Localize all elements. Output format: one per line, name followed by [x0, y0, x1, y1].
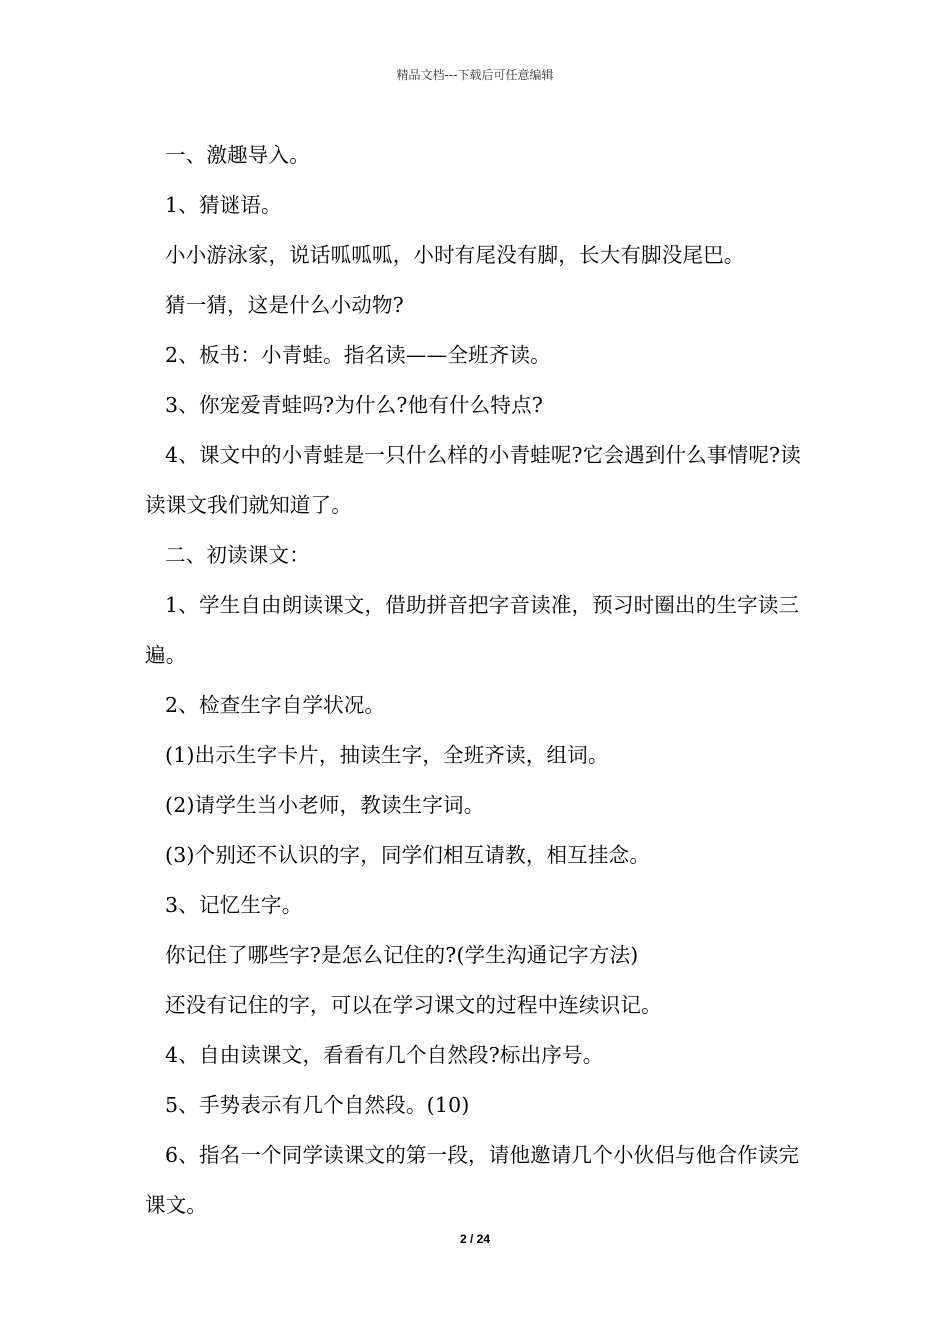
paragraph: 一、激趣导入。 [165, 143, 310, 167]
paragraph: 还没有记住的字，可以在学习课文的过程中连续识记。 [165, 993, 662, 1017]
page-header: 精品文档---下载后可任意编辑 [396, 68, 554, 82]
paragraph: 猜一猜，这是什么小动物? [165, 293, 404, 317]
paragraph: 4、课文中的小青蛙是一只什么样的小青蛙呢?它会遇到什么事情呢?读读课文我们就知道了。 [145, 443, 801, 517]
paragraph: (2)请学生当小老师，教读生字词。 [165, 793, 485, 817]
paragraph: 小小游泳家，说话呱呱呱，小时有尾没有脚，长大有脚没尾巴。 [165, 243, 745, 267]
paragraph: 1、猜谜语。 [165, 193, 282, 217]
paragraph: (3)个别还不认识的字，同学们相互请教，相互挂念。 [165, 843, 651, 867]
page-number: 2 / 24 [459, 1232, 491, 1246]
paragraph: 3、你宠爱青蛙吗?为什么?他有什么特点? [165, 393, 544, 417]
document-body [145, 130, 810, 1230]
paragraph: 2、板书：小青蛙。指名读——全班齐读。 [165, 343, 551, 367]
paragraph: 1、学生自由朗读课文，借助拼音把字音读准，预习时圈出的生字读三遍。 [145, 593, 800, 667]
paragraph: 你记住了哪些字?是怎么记住的?(学生沟通记字方法) [165, 943, 639, 967]
paragraph: 2、检查生字自学状况。 [165, 693, 386, 717]
paragraph: 二、初读课文： [165, 543, 310, 567]
paragraph: 5、手势表示有几个自然段。(10) [165, 1093, 470, 1117]
paragraph: 3、记忆生字。 [165, 893, 303, 917]
paragraph: 6、指名一个同学读课文的第一段，请他邀请几个小伙侣与他合作读完课文。 [145, 1143, 800, 1217]
paragraph: 4、自由读课文，看看有几个自然段?标出序号。 [165, 1043, 604, 1067]
paragraph: (1)出示生字卡片，抽读生字，全班齐读，组词。 [165, 743, 609, 767]
